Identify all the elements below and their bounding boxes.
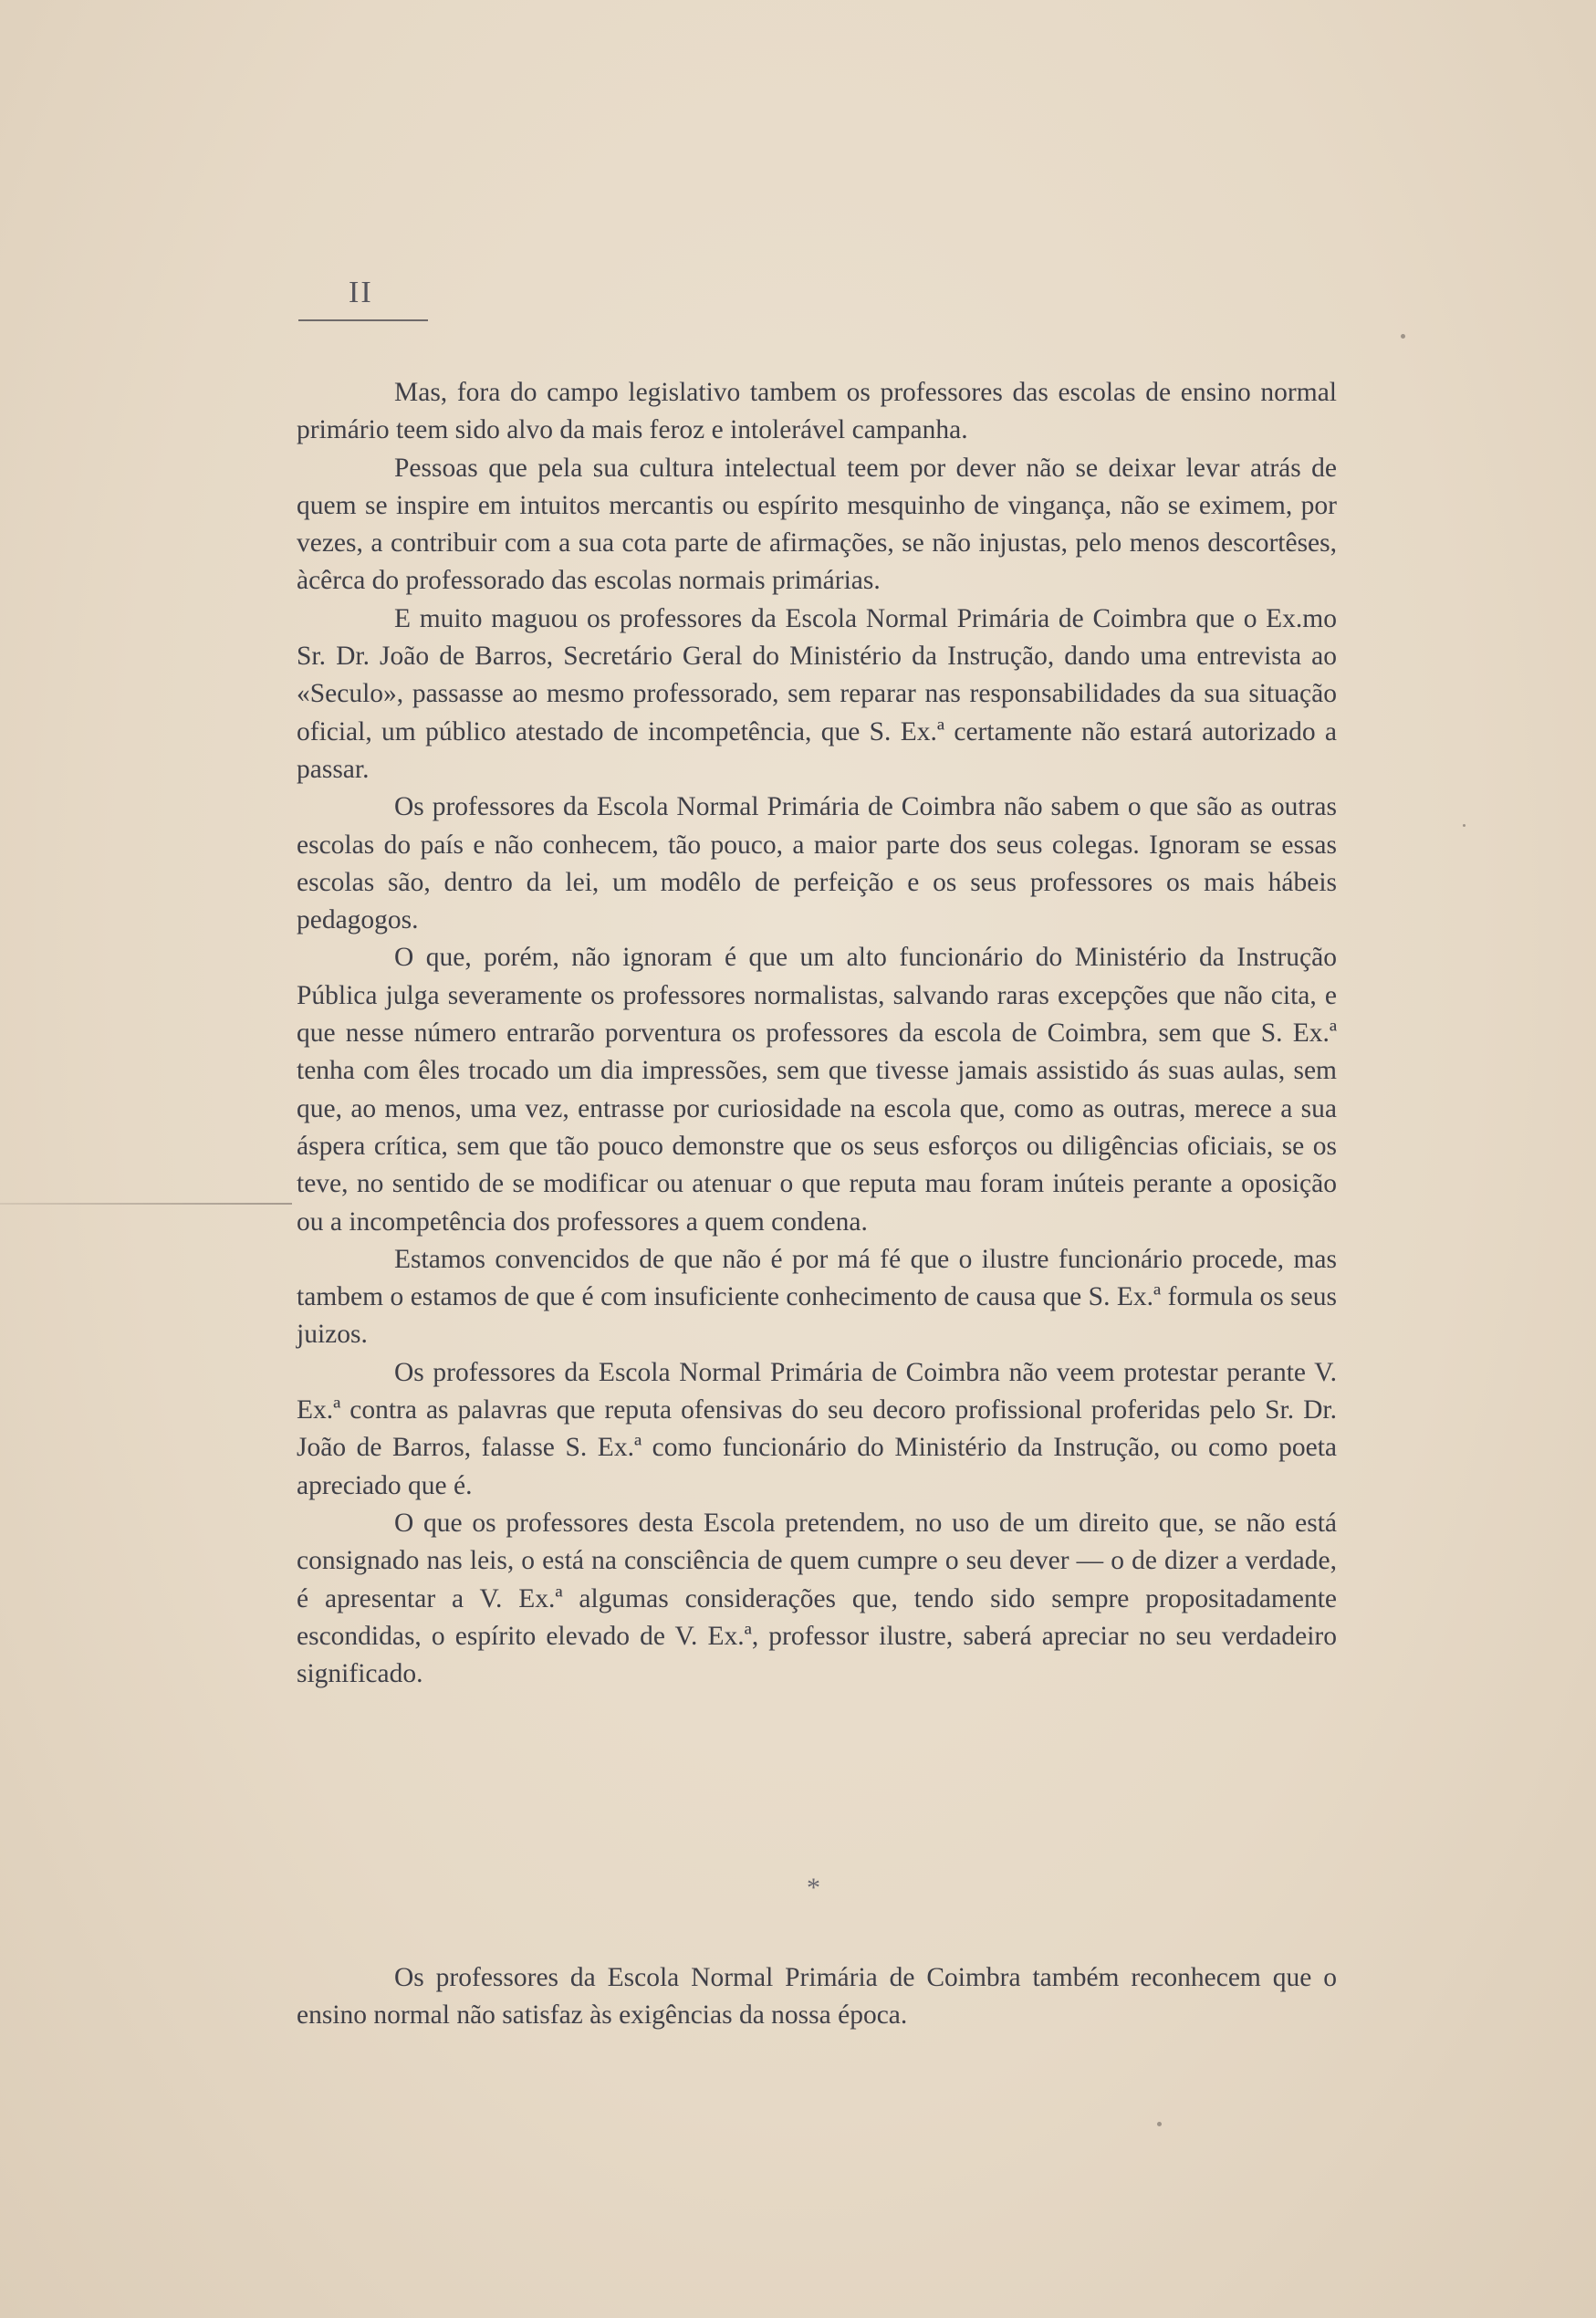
paper-speck bbox=[1401, 334, 1405, 339]
section-separator: * bbox=[807, 1873, 820, 1903]
paper-speck bbox=[1157, 2122, 1162, 2126]
paragraph: Estamos convencidos de que não é por má fé que o ilustre funcionário procede, mas tambem o estamos de que é com insuficiente conhecimento de causa que S. Ex.ª formula os seus juizos. bbox=[297, 1244, 1337, 1350]
paragraph: O que os professores desta Escola pretendem, no uso de um direito que, se não está consignado nas leis, o está na consciência de quem cumpre o seu dever — o de dizer a verdade, é apresentar a V. Ex.ª algumas considerações que, tendo sido sempre propositadamente escondidas, o espírito elevado de V. Ex.ª, professor ilustre, saberá apreciar no seu verdadeiro significado. bbox=[297, 1508, 1337, 1689]
paragraph: Os professores da Escola Normal Primária de Coimbra não sabem o que são as outras escolas do país e não conhecem, tão pouco, a maior parte dos seus colegas. Ignoram se essas escolas são, dentro da lei, um modêlo de perfeição e os seus professores os mais hábeis pedagogos. bbox=[297, 792, 1337, 935]
paragraph: Os professores da Escola Normal Primária de Coimbra não veem protestar perante V. Ex.ª contra as palavras que reputa ofensivas do seu decoro profissional proferidas pelo Sr. Dr. João de Barros, falasse S. Ex.ª como funcionário do Ministério da Instrução, ou como poeta apreciado que é. bbox=[297, 1357, 1337, 1500]
body-text bbox=[297, 374, 1337, 1693]
paragraph: E muito maguou os professores da Escola Normal Primária de Coimbra que o Ex.mo Sr. Dr. João de Barros, Secretário Geral do Ministério da Instrução, dando uma entrevista ao «Seculo», passasse ao mesmo professorado, sem reparar nas responsabilidades da sua situação oficial, um público atestado de incompetência, que S. Ex.ª certamente não estará autorizado a passar. bbox=[297, 603, 1337, 784]
closing-text bbox=[297, 1959, 1337, 2035]
fold-line bbox=[0, 1203, 292, 1205]
paragraph: Mas, fora do campo legislativo tambem os professores das escolas de ensino normal primário teem sido alvo da mais feroz e intolerável campanha. bbox=[297, 378, 1337, 445]
paragraph: O que, porém, não ignoram é que um alto funcionário do Ministério da Instrução Pública julga severamente os professores normalistas, salvando raras excepções que não cita, e que nesse número entrarão porventura os professores da escola de Coimbra, sem que S. Ex.ª tenha com êles trocado um dia impressões, sem que tivesse jamais assistido ás suas aulas, sem que, ao menos, uma vez, entrasse por curiosidade na escola que, como as outras, merece a sua áspera crítica, sem que tão pouco demonstre que os seus esforços ou diligências oficiais, se os teve, no sentido de se modificar ou atenuar o que reputa mau foram inúteis perante a oposição ou a incompetência dos professores a quem condena. bbox=[297, 943, 1337, 1237]
paragraph: Pessoas que pela sua cultura intelectual teem por dever não se deixar levar atrás de quem se inspire em intuitos mercantis ou espírito mesquinho de vingança, não se eximem, por vezes, a contribuir com a sua cota parte de afirmações, se não injustas, pelo menos descortêses, àcêrca do professorado das escolas normais primárias. bbox=[297, 453, 1337, 596]
closing-paragraph: Os professores da Escola Normal Primária de Coimbra também reconhecem que o ensino normal não satisfaz às exigências da nossa época. bbox=[297, 1963, 1337, 2031]
paper-speck bbox=[1463, 824, 1466, 827]
page-number: II bbox=[349, 276, 373, 309]
header-rule bbox=[298, 319, 428, 321]
